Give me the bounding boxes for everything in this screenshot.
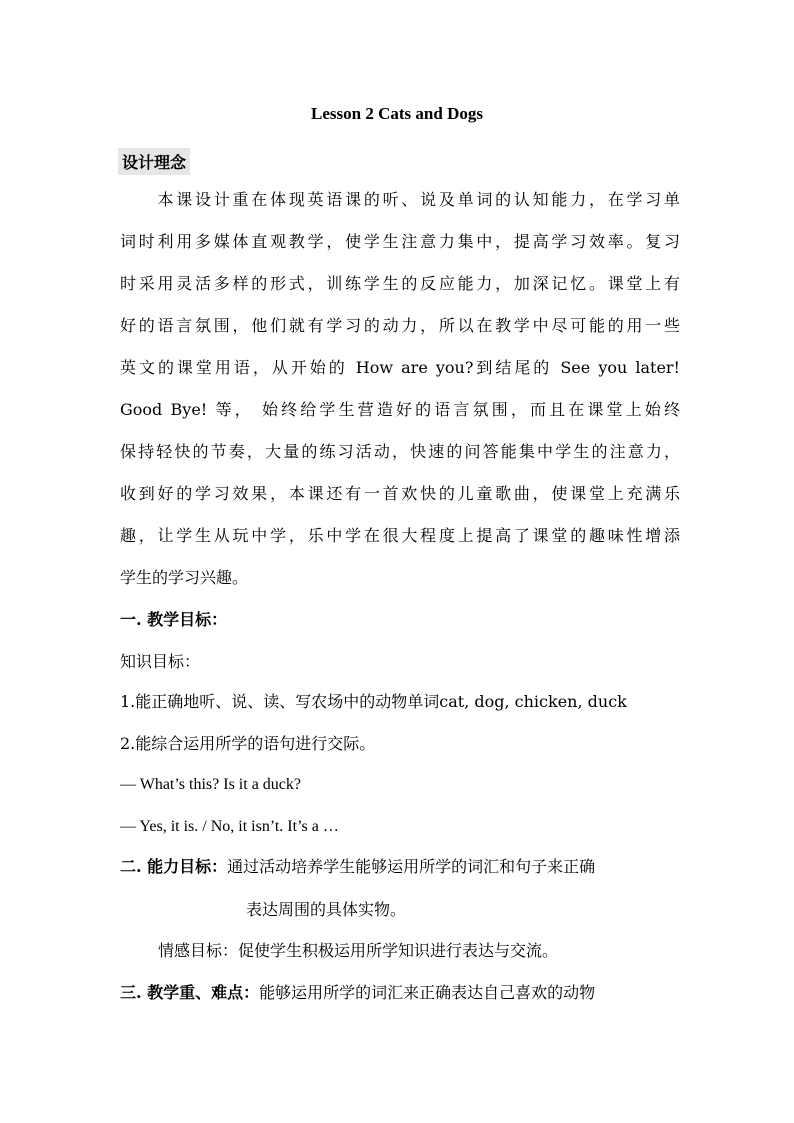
paragraph-line: Good Bye! 等， 始终给学生营造好的语言氛围，而且在课堂上始终 [120, 400, 680, 419]
dialog-line-answer: — Yes, it is. / No, it isn’t. It’s a … [120, 818, 339, 835]
ability-goal-text-1: 通过活动培养学生能够运用所学的词汇和句子来正确 [227, 857, 596, 876]
dialog-line-question: — What’s this? Is it a duck? [120, 776, 301, 793]
knowledge-item-2: 2.能综合运用所学的语句进行交际。 [120, 734, 376, 753]
section-1-heading: 一. 教学目标： [120, 610, 228, 629]
paragraph-line: 保持轻快的节奏，大量的练习活动，快速的问答能集中学生的注意力， [120, 442, 680, 461]
knowledge-item-1: 1.能正确地听、说、读、写农场中的动物单词cat, dog, chicken, duck [120, 692, 627, 711]
ability-goal-text-2: 表达周围的具体实物。 [246, 900, 407, 919]
paragraph-line: 好的语言氛围，他们就有学习的动力，所以在教学中尽可能的用一些 [120, 316, 680, 335]
paragraph-line: 英文的课堂用语，从开始的 How are you?到结尾的 See you later! [120, 358, 680, 377]
section-3-heading: 三. 教学重、难点： [120, 983, 260, 1002]
key-difficulty-text: 能够运用所学的词汇来正确表达自己喜欢的动物 [259, 983, 596, 1002]
paragraph-line: 本课设计重在体现英语课的听、说及单词的认知能力，在学习单 [120, 190, 680, 209]
emotion-goal: 情感目标：促使学生积极运用所学知识进行表达与交流。 [158, 941, 559, 960]
section-3-row [120, 983, 680, 1003]
paragraph-line: 趣，让学生从玩中学，乐中学在很大程度上提高了课堂的趣味性增添 [120, 526, 680, 545]
section-2-row [120, 857, 680, 877]
paragraph-line: 收到好的学习效果，本课还有一首欢快的儿童歌曲，使课堂上充满乐 [120, 484, 680, 503]
document-title: Lesson 2 Cats and Dogs [311, 104, 483, 123]
paragraph-line: 学生的学习兴趣。 [120, 568, 249, 587]
knowledge-goal-label: 知识目标： [120, 652, 201, 671]
section-2-heading: 二. 能力目标： [120, 857, 228, 876]
section-heading-design-concept: 设计理念 [118, 148, 190, 175]
paragraph-line: 时采用灵活多样的形式，训练学生的反应能力，加深记忆。课堂上有 [120, 274, 680, 293]
paragraph-line: 词时利用多媒体直观教学，使学生注意力集中，提高学习效率。复习 [120, 232, 680, 251]
